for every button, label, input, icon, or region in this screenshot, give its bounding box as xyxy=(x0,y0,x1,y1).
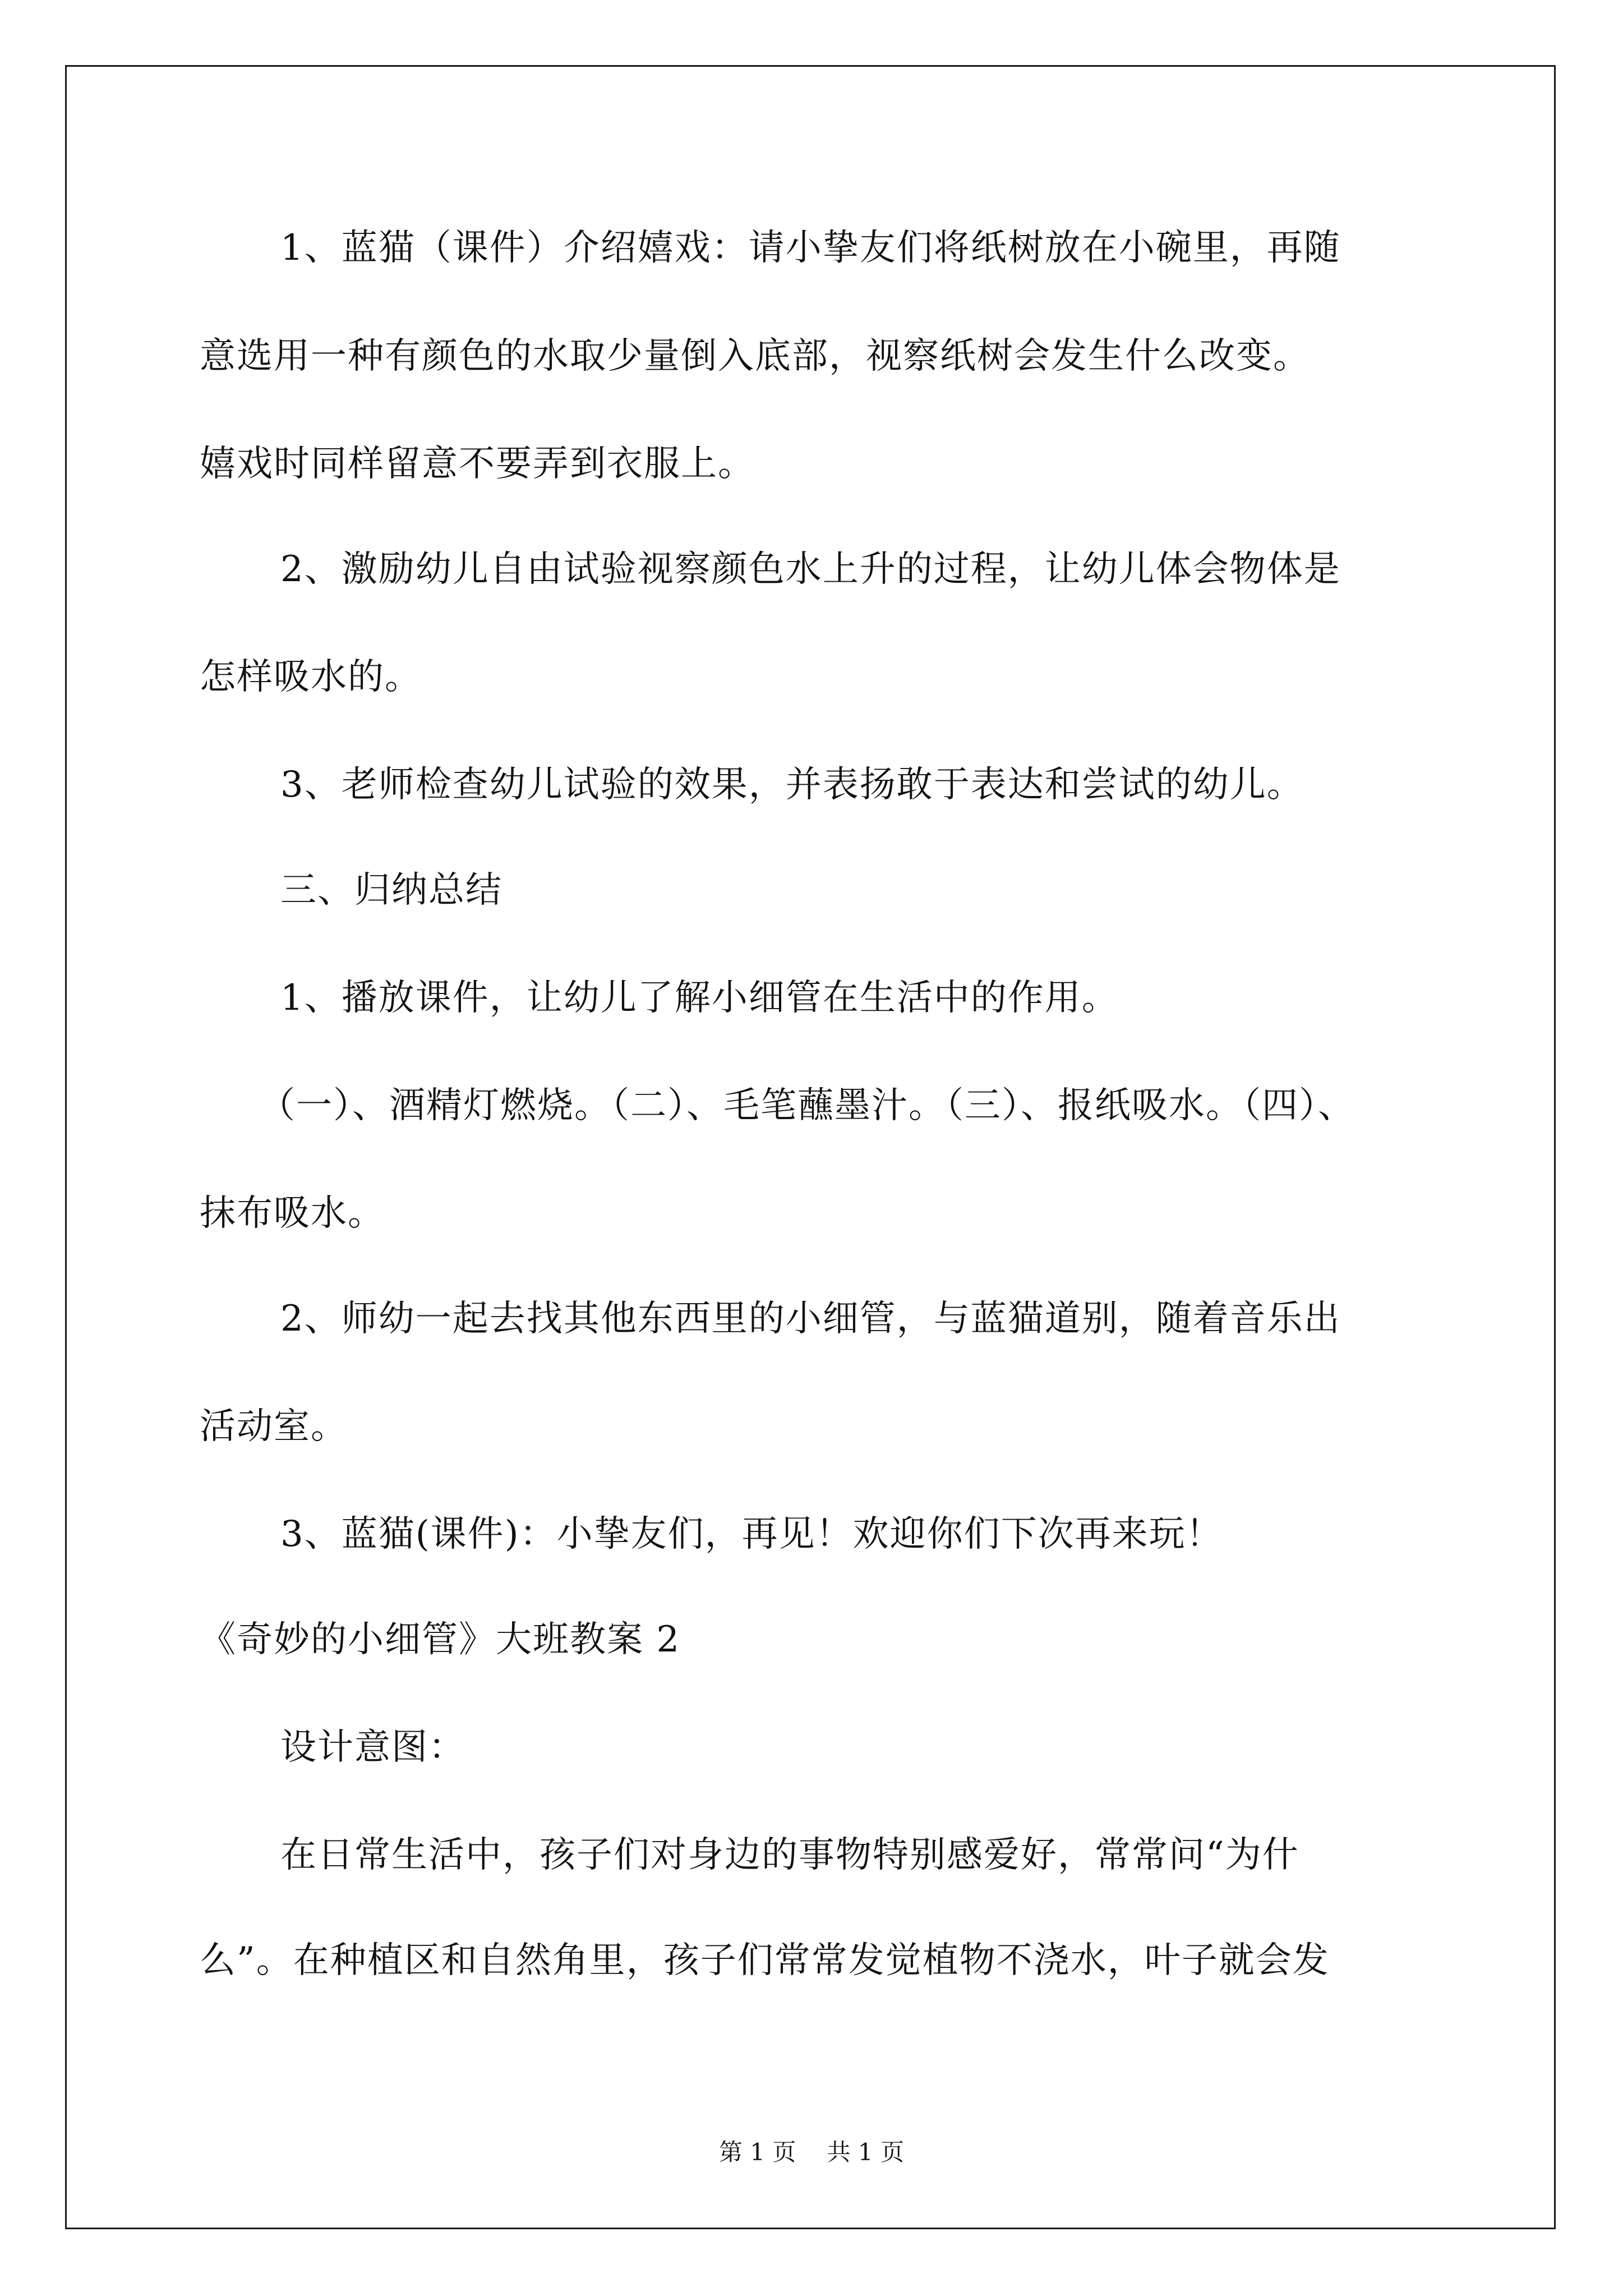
paragraph-line: 3、蓝猫(课件)：小挚友们，再见！欢迎你们下次再来玩！ xyxy=(280,1513,1223,1555)
paragraph-line: 1、蓝猫（课件）介绍嬉戏：请小挚友们将纸树放在小碗里，再随 xyxy=(280,227,1341,269)
paragraph-line: 在日常生活中，孩子们对身边的事物特别感爱好，常常问“为什 xyxy=(280,1834,1299,1876)
paragraph-line: 抹布吸水。 xyxy=(200,1193,385,1234)
paragraph-line: 2、师幼一起去找其他东西里的小细管，与蓝猫道别，随着音乐出 xyxy=(280,1298,1341,1340)
section-heading: 设计意图： xyxy=(280,1727,465,1768)
lesson-title: 《奇妙的小细管》大班教案 2 xyxy=(200,1619,681,1660)
paragraph-line: 3、老师检查幼儿试验的效果，并表扬敢于表达和尝试的幼儿。 xyxy=(280,764,1304,806)
paragraph-line: 意选用一种有颜色的水取少量倒入底部，视察纸树会发生什么改变。 xyxy=(200,335,1310,377)
paragraph-line: 怎样吸水的。 xyxy=(200,656,422,698)
paragraph-line: 2、激励幼儿自由试验视察颜色水上升的过程，让幼儿体会物体是 xyxy=(280,549,1341,590)
paragraph-line: （一）、酒精灯燃烧。（二）、毛笔蘸墨汁。（三）、报纸吸水。（四）、 xyxy=(259,1085,1355,1126)
paragraph-line: 嬉戏时同样留意不要弄到衣服上。 xyxy=(200,443,755,485)
page-border xyxy=(65,65,1556,2229)
page-footer: 第 1 页 共 1 页 xyxy=(718,2138,905,2166)
paragraph-line: 1、播放课件，让幼儿了解小细管在生活中的作用。 xyxy=(280,977,1119,1019)
paragraph-line: 活动室。 xyxy=(200,1406,348,1447)
paragraph-line: 么”。在种植区和自然角里，孩子们常常发觉植物不浇水，叶子就会发 xyxy=(200,1940,1330,1981)
section-heading: 三、归纳总结 xyxy=(280,869,502,911)
